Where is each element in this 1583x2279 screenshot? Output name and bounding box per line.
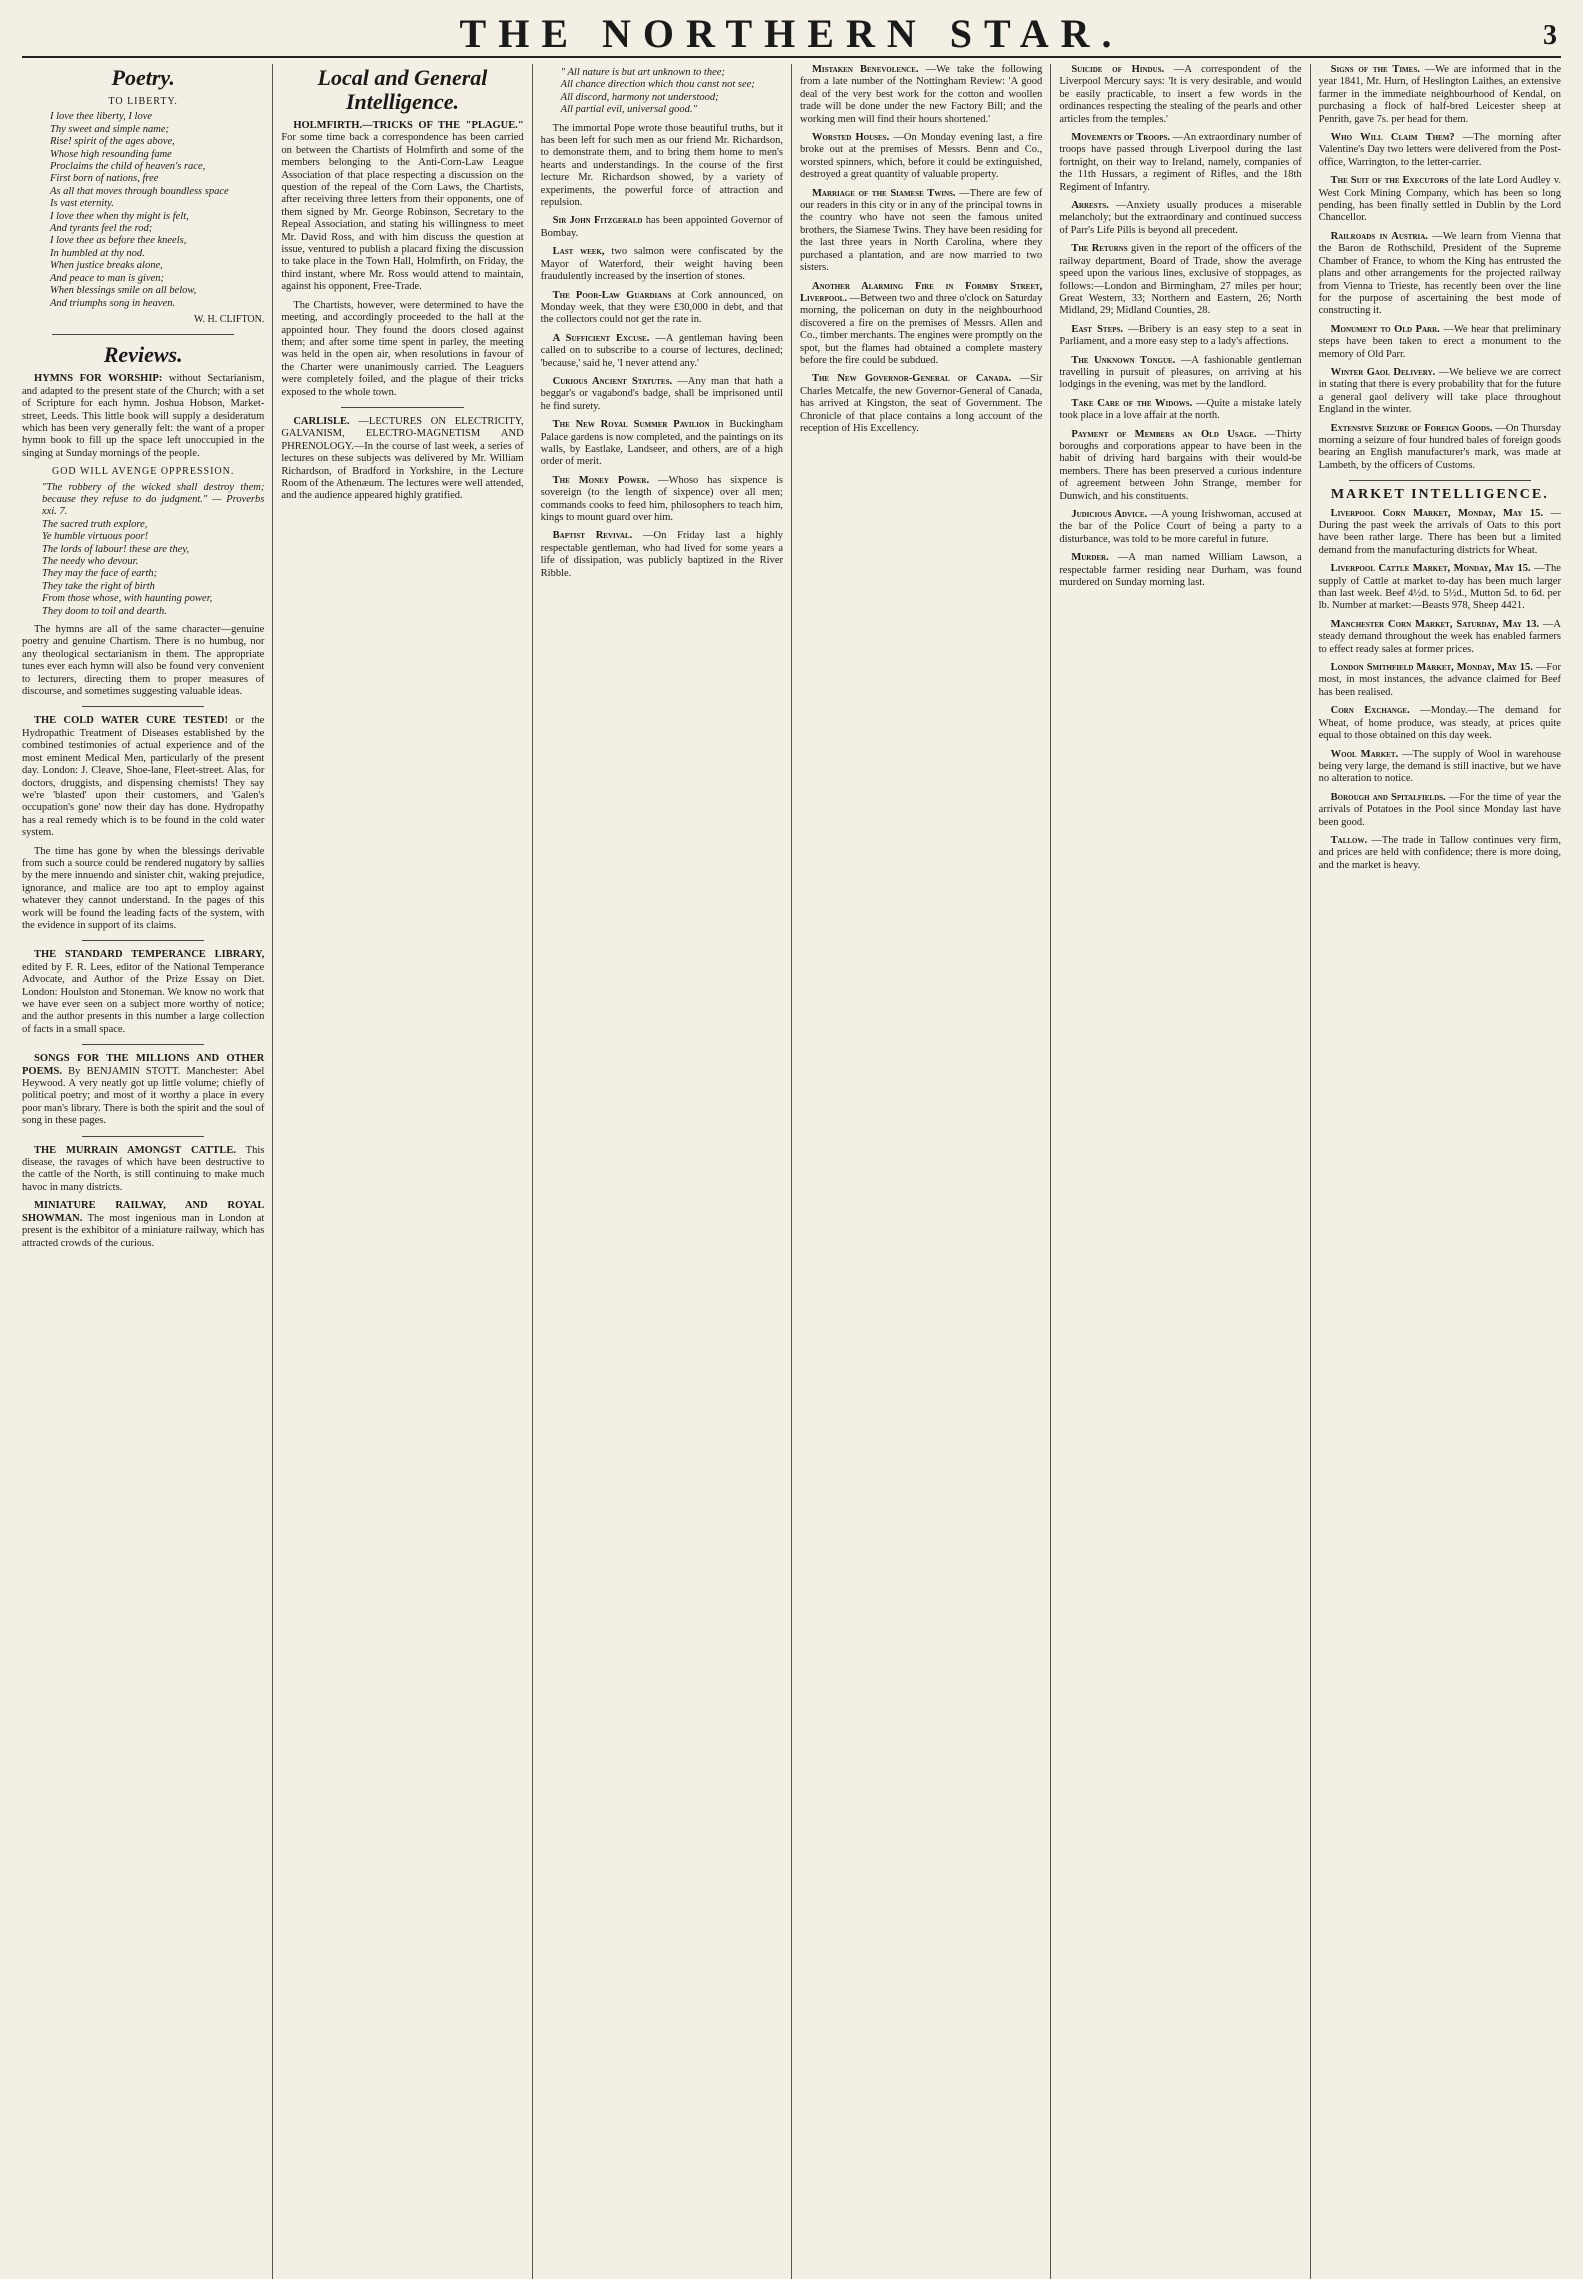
article-body: —On Thursday morning a seizure of four hundred bales of foreign goods bearing an English manufacturer's mark, was made at Lambeth, by the officers of Customs. (1318, 422, 1561, 471)
article-heading: Extensive Seizure of Foreign Goods. (1330, 422, 1493, 434)
article-fitzgerald (541, 215, 783, 240)
review-hymns (22, 373, 264, 460)
review-cold-water (22, 715, 264, 839)
article-body: —Any man that hath a beggar's or vagabond's badge, shall be imprisoned until he find surety. (540, 375, 783, 412)
divider (82, 1044, 204, 1045)
article-body: —There are few of our readers in this city or in any of the principal towns in the country who have not seen the famous united brothers, the Siamese Twins. They have been residing for the last three years in North Carolina, where they purchased a plantation, and are now married to two sisters. (799, 187, 1043, 274)
article-body: For some time back a correspondence has been carried on between the Chartists of Holmfirth and some of the members belonging to the Anti-Corn-Law League Association of that place respecting a discussion on the question of the repeal of the Corn Laws, the Chartists, after receiving three letters from their opponents, one of them signed by Mr. George Robinson, Secretary to the Repeal Association, and stating his willingness to meet Mr. David Ross, and with him discuss the question at issue, ventured to publish a placard fixing the discussion to take place in the Town Hall, Holmfirth, on Friday, the third instant, where Mr. Ross would attend to maintain, against his opponent, Free-Trade. (281, 132, 524, 293)
article-body: —We believe we are correct in stating that there is every probability that for the future a general gaol delivery will take place throughout England in the winter. (1318, 366, 1561, 416)
market-body: —During the past week the arrivals of Oats to this port have been rather large. There has been but a limited demand from the manufacturing districts for Wheat. (1318, 507, 1561, 556)
divider (82, 1136, 204, 1137)
market-heading: Tallow. (1330, 834, 1368, 846)
article-heading: A Sufficient Excuse. (552, 332, 650, 344)
review-body: or the Hydropathic Treatment of Diseases established by the combined testimonies of actual experience and of the most eminent Medical Men, particularly of the present day. London: J. Cleave, Shoe-lane, Fleet-street. Alas, for doctors, druggists, and dispensing chemists! They say we're 'blasted' upon their customers, and 'Galen's occupation's gone' now their day has done. Hydropathy has a real remedy which is to be found in the cold water system. (22, 715, 265, 839)
article-heading: Monument to Old Parr. (1330, 323, 1440, 335)
article-heading: Baptist Revival. (552, 530, 633, 542)
article-signs (1319, 64, 1561, 126)
market-tallow (1319, 835, 1561, 872)
market-heading: Borough and Spitalfields. (1330, 791, 1446, 803)
column-4 (791, 64, 1050, 2279)
poem-text: I love thee liberty, I love Thy sweet and simple name; Rise! spirit of the ages above, Whose high resounding fame Proclaims the child of heaven's race, First born of nations, free As all that moves through boundless space Is vast eternity. I love thee when thy might is felt, And tyrants feel the rod; I love thee as before thee kneels, In humbled at thy nod. When justice breaks alone, And peace to man is given; When blessings smile on all below, And triumphs song in heaven. (50, 111, 229, 309)
review-body: edited by F. R. Lees, editor of the National Temperance Advocate, and Author of the Prize Essay on Diet. London: Houlston and Stoneman. We know no work that we have ever seen on a subject more worthy of notice; and the author presents in this number a large collection of facts in a small space. (22, 961, 265, 1035)
article-worsted (800, 132, 1042, 182)
article-heading: The Poor-Law Guardians (552, 289, 672, 301)
article-heading: HOLMFIRTH.—TRICKS OF THE "PLAGUE." (293, 120, 524, 131)
column-6 (1310, 64, 1561, 2279)
article-body: —We learn from Vienna that the Baron de Rothschild, President of the Supreme Chamber of France, to whom the King has entrusted the plans and other arrangements for the projected railway from Vienna to Trieste, has recently been over the line for the purpose of ascertaining the best mode of constructing it. (1318, 230, 1561, 317)
article-heading: The Unknown Tongue. (1071, 354, 1176, 366)
article-gaol (1319, 367, 1561, 417)
masthead (22, 8, 1561, 58)
article-carlisle (281, 416, 523, 503)
article-heading: Sir John Fitzgerald (552, 215, 643, 227)
article-body: —LECTURES ON ELECTRICITY, GALVANISM, ELECTRO-MAGNETISM AND PHRENOLOGY.—In the course of last week, a series of lectures on these subjects was delivered by Mr. William Richardson, of Bradford in Yorkshire, in the Lecture Room of the Athenæum. The lectures were well attended, and the audience appeared highly gratified. (281, 415, 524, 502)
article-murder (1059, 552, 1301, 589)
article-heading: THE MURRAIN AMONGST CATTLE. (34, 1144, 237, 1156)
article-body: —A correspondent of the Liverpool Mercury says: 'It is very desirable, and would be easily practicable, to insert a few words in the ordinances respecting the stealing of the pearls and other articles from the temples.' (1059, 64, 1302, 125)
article-body: has been appointed Governor of Bombay. (540, 215, 783, 239)
article-body: —A gentleman having been called on to subscribe to a course of lectures, declined; 'because,' said he, 'I never attend any.' (540, 332, 783, 369)
columns (22, 64, 1561, 2279)
article-heading: Suicide of Hindus. (1071, 64, 1165, 75)
market-heading: Liverpool Corn Market, Monday, May 15. (1330, 507, 1543, 519)
divider (341, 407, 463, 408)
article-body: —We hear that preliminary steps have been taken to erect a monument to the memory of Old Parr. (1318, 323, 1561, 360)
article-body: —We take the following from a late number of the Nottingham Review: 'A good deal of the very best work for the cotton and woollen trade will be done under the new Factory Bill; and the working men will find their hours shortened.' (799, 64, 1043, 125)
column-5 (1050, 64, 1309, 2279)
article-heading: MINIATURE RAILWAY, AND ROYAL SHOWMAN. (22, 1200, 265, 1224)
market-body: —The supply of Wool in warehouse being very large, the demand is still inactive, but we have no alteration to notice. (1318, 748, 1561, 785)
section-title-reviews: Reviews. (103, 342, 183, 368)
article-steps (1059, 324, 1301, 349)
market-body: —For most, in most instances, the advance claimed for Beef has been realised. (1318, 662, 1561, 698)
article-seizure (1319, 423, 1561, 473)
article-guardians (541, 290, 783, 327)
article-heading: The Suit of the Executors (1330, 175, 1449, 187)
market-body: —The supply of Cattle at market to-day has been much larger than last week. Beef 4½d. to 5½d., Mutton 5d. to 6d. per lb. Number at market:—Beasts 978, Sheep 4421. (1318, 563, 1561, 612)
review-songs (22, 1053, 264, 1127)
article-body: —Whoso has sixpence is sovereign (to the length of sixpence) over all men; commands cooks to feed him, philosophers to teach him, kings to mount guard over him. (540, 474, 783, 523)
article-pavilion (541, 419, 783, 469)
article-money (541, 475, 783, 525)
article-heading: East Steps. (1071, 323, 1124, 335)
article-body: —An extraordinary number of troops have passed through Liverpool during the last fortnight, on their way to Ireland, namely, companies of the 11th Hussars, a regiment of Rifles, and the 18th Regiment of Infantry. (1059, 132, 1302, 193)
review-body: By BENJAMIN STOTT. Manchester: Abel Heywood. A very neatly got up little volume; chiefly of political poetry; and most of it worthy a place in every poor man's library. There is both the spirit and the soul of song in these pages. (22, 1065, 265, 1127)
market-liverpool-corn (1319, 508, 1561, 558)
article-baptist (541, 530, 783, 580)
article-railway (22, 1200, 264, 1250)
article-heading: Who Will Claim Them? (1330, 132, 1455, 144)
article-body: —Anxiety usually produces a miserable melancholy; but the extraordinary and continued success of Parr's Life Pills is beyond all precedent. (1059, 200, 1302, 236)
article-body: —A fashionable gentleman travelling in pursuit of pleasures, on arriving at his lodgings in the evening, was met by the landlord. (1059, 354, 1302, 391)
article-returns (1059, 243, 1301, 317)
review-paragraph: The hymns are all of the same character—genuine poetry and genuine Chartism. There is no humbug, nor any theological sectarianism in them. The appropriate tunes ever each hymn will also be found very convenient to lecturers, directing them to proper measures of discourse, and sometimes suggesting valuable ideas. (22, 624, 265, 698)
article-body: —On Friday last a highly respectable gentleman, who had lived for some years a life of dissipation, was publicly baptized in the River Ribble. (540, 530, 783, 579)
article-body: —Bribery is an easy step to a seat in Parliament, and a more easy step to a lady's affections. (1059, 323, 1302, 348)
article-body: in Buckingham Palace gardens is now completed, and the paintings on its walls, by Eastlake, Landseer, and others, are of a high order of merit. (540, 419, 784, 468)
article-paragraph: The Chartists, however, were determined to have the meeting, and accordingly proceeded to the hall at the appointed hour. They found the doors closed against them; and after some time spent in parley, the meeting was held in the open air, when resolutions in favour of the Charter were unanimously carried. The Leaguers were completely foiled, and the plague of their tricks exposed to the whole town. (281, 299, 524, 398)
market-heading: Corn Exchange. (1330, 705, 1410, 717)
article-body: —A young Irishwoman, accused at the bar of the Police Court of being a party to a disturbance, was told to be more careful in future. (1059, 509, 1302, 545)
market-body: —The trade in Tallow continues very firm, and prices are held with confidence; there is more doing, and the market is heavy. (1318, 834, 1561, 871)
article-body: —Between two and three o'clock on Saturday morning, the policeman on duty in the neighbourhood discovered a fire on the premises of Messrs. Allen and Co., timber merchants. The engines were promptly on the spot, but the flames had obtained a complete mastery before the fire could be subdued. (799, 292, 1043, 366)
article-heading: CARLISLE. (293, 415, 350, 427)
article-heading: Winter Gaol Delivery. (1330, 366, 1436, 378)
article-body: at Cork announced, on Monday week, that they were £30,000 in debt, and that the collectors could not get the rate in. (540, 289, 784, 326)
review-poem-title: GOD WILL AVENGE OPPRESSION. (51, 466, 235, 478)
poem-author: W. H. CLIFTON. (194, 313, 265, 325)
article-payment (1059, 429, 1301, 503)
article-heading: Murder. (1071, 552, 1109, 564)
article-executors (1319, 175, 1561, 225)
column-1 (22, 64, 272, 2279)
market-smithfield (1319, 662, 1561, 699)
poem-title: TO LIBERTY. (108, 96, 178, 107)
page-number: 3 (1543, 20, 1557, 51)
market-body: —Monday.—The demand for Wheat, of home produce, was steady, at prices quite equal to those obtained on this day week. (1318, 705, 1561, 742)
market-corn-exchange (1319, 705, 1561, 742)
article-heading: The New Royal Summer Pavilion (552, 419, 710, 431)
article-salmon (541, 246, 783, 283)
review-heading: THE STANDARD TEMPERANCE LIBRARY, (34, 949, 265, 961)
article-canada (800, 373, 1042, 435)
article-murrain (22, 1145, 264, 1195)
article-body: —A man named William Lawson, a respectable farmer residing near Durham, was found murdered on Sunday morning last. (1059, 552, 1302, 589)
article-austria (1319, 231, 1561, 318)
article-heading: Signs of the Times. (1330, 64, 1420, 75)
article-siamese (800, 188, 1042, 275)
market-heading: Manchester Corn Market, Saturday, May 13. (1330, 618, 1539, 630)
market-body: —For the time of year the arrivals of Potatoes in the Pool since Monday last have been good. (1318, 791, 1561, 828)
article-body: This disease, the ravages of which have been destructive to the cattle of the North, is still continuing to make much havoc in many districts. (22, 1144, 265, 1193)
article-tongue (1059, 355, 1301, 392)
article-heading: Take Care of the Widows. (1071, 397, 1193, 409)
article-heading: Mistaken Benevolence. (811, 64, 919, 75)
article-body: two salmon were confiscated by the Mayor of Waterford, their weight having been fraudulently increased by the insertion of stones. (540, 246, 783, 283)
article-advice (1059, 509, 1301, 546)
divider (82, 706, 204, 707)
article-paragraph: The immortal Pope wrote those beautiful truths, but it has been left for such men as our friend Mr. Richardson, to demonstrate them, and to bring them home to men's hearts and understandings. In the course of the first lecture Mr. Richardson showed, by a variety of experiments, the powerful force of attraction and repulsion. (540, 122, 783, 209)
divider (1349, 480, 1531, 481)
article-heading: Marriage of the Siamese Twins. (811, 187, 956, 199)
divider (52, 334, 234, 335)
review-heading: HYMNS FOR WORSHIP: (34, 373, 163, 385)
article-body: of the late Lord Audley v. West Cork Mining Company, which has been so long pending, has been finally settled in Dublin by the Lord Chancellor. (1318, 175, 1561, 224)
masthead-title: THE NORTHERN STAR. (459, 11, 1124, 56)
article-body: —The morning after Valentine's Day two letters were delivered from the Post-office, Warrington, to the letter-carrier. (1318, 132, 1561, 168)
review-body: without Sectarianism, and adapted to the present state of the Church; with a set of Scripture for each hymn. Joshua Hobson, Market-street, Leeds. This little book will supply a desideratum which has been very generally felt: the want of a proper hymn book to fill up the space left unoccupied in the singing at Sunday mornings of the people. (22, 373, 265, 459)
review-heading: SONGS FOR THE MILLIONS AND OTHER POEMS. (22, 1053, 265, 1077)
article-heading: Arrests. (1071, 200, 1109, 212)
divider (82, 940, 204, 941)
article-parr (1319, 324, 1561, 361)
market-body: —A steady demand throughout the week has enabled farmers to effect ready sales at former prices. (1318, 618, 1561, 655)
column-3 (532, 64, 791, 2279)
article-fire (800, 281, 1042, 368)
article-holmfirth (281, 120, 523, 294)
article-body: The most ingenious man in London at present is the exhibitor of a miniature railway, which has attracted crowds of the curious. (22, 1212, 265, 1249)
market-heading: Liverpool Cattle Market, Monday, May 15. (1330, 563, 1531, 575)
review-paragraph: The time has gone by when the blessings derivable from such a source could be rendered nugatory by sallies by the mere innuendo and sinister chit, waking prejudice, ignorance, and malice are too apt to employ against whatever they cannot understand. In the pages of this work will be found the leading facts of the system, with the evidence in support of its claims. (22, 845, 265, 931)
quoted-verse: " All nature is but art unknown to thee; All chance direction which thou canst not see; All discord, harmony not understood; All partial evil, universal good." (560, 67, 755, 116)
article-heading: Worsted Houses. (811, 132, 890, 144)
review-poem: "The robbery of the wicked shall destroy them; because they refuse to do judgment." — Proverbs xxi. 7. The sacred truth explore, Ye humble virtuous poor! The lords of labour! these are they, The needy who devour. They may the face of earth; They take the right of birth From those whose, with haunting power, They doom to toil and dearth. (42, 481, 265, 617)
article-body: given in the report of the officers of the railway department, Board of Trade, show the average speed upon the various lines, exclusive of stoppages, as follows:—London and Birmingham, 27 miles per hour; Great Western, 33; Northern and Eastern, 26; North Midland, 29; Midland Counties, 28. (1059, 243, 1302, 317)
market-liverpool-cattle (1319, 563, 1561, 613)
article-widows (1059, 398, 1301, 423)
section-title-local: Local and General Intelligence. (317, 65, 488, 114)
article-heading: Last week, (552, 246, 605, 258)
article-heading: Movements of Troops. (1071, 132, 1171, 144)
article-body: —On Monday evening last, a fire broke out at the premises of Messrs. Benn and Co., worsted spinners, which, before it could be extinguished, destroyed a great quantity of valuable property. (799, 132, 1043, 181)
article-body: —Sir Charles Metcalfe, the new Governor-General of Canada, has arrived at Kingston, the seat of Government. The Chronicle of that place contains a long account of the reception of His Excellency. (799, 373, 1043, 434)
article-benevolence (800, 64, 1042, 126)
article-arrests (1059, 200, 1301, 237)
review-heading: THE COLD WATER CURE TESTED! (34, 715, 229, 727)
article-body: —Thirty boroughs and corporations appear to have been in the habit of driving hard bargains with their would-be members. There has been preserved a curious indenture of agreement between John Strange, member for Dunwich, and his constituents. (1059, 428, 1302, 502)
market-heading: London Smithfield Market, Monday, May 15. (1330, 662, 1533, 674)
section-title-poetry: Poetry. (111, 65, 175, 90)
article-heading: The New Governor-General of Canada. (811, 373, 1012, 385)
article-heading: Railroads in Austria. (1330, 230, 1428, 242)
section-title-market: MARKET INTELLIGENCE. (1330, 487, 1549, 503)
article-claim (1319, 132, 1561, 169)
article-hindus (1059, 64, 1301, 126)
article-heading: Curious Ancient Statutes. (552, 375, 673, 387)
article-body: —Quite a mistake lately took place in a love affair at the north. (1059, 397, 1302, 422)
article-heading: The Returns (1071, 243, 1128, 255)
column-2 (272, 64, 531, 2279)
market-borough (1319, 792, 1561, 829)
article-body: —We are informed that in the year 1841, Mr. Hurn, of Heslington Laithes, an extensive farmer in the immediate neighbourhood of Kendal, on purchasing a flock of half-bred Leicester sheep at Penrith, gave 7s. per head for them. (1318, 64, 1561, 125)
article-troops (1059, 132, 1301, 194)
market-manchester-corn (1319, 619, 1561, 656)
article-heading: Judicious Advice. (1071, 509, 1148, 520)
article-statutes (541, 376, 783, 413)
article-heading: Payment of Members an Old Usage. (1071, 428, 1257, 440)
article-heading: The Money Power. (552, 474, 650, 486)
review-temperance (22, 949, 264, 1036)
market-wool (1319, 749, 1561, 786)
article-excuse (541, 333, 783, 370)
market-heading: Wool Market. (1330, 748, 1399, 760)
article-heading: Another Alarming Fire in Formby Street, Liverpool. (799, 280, 1043, 304)
